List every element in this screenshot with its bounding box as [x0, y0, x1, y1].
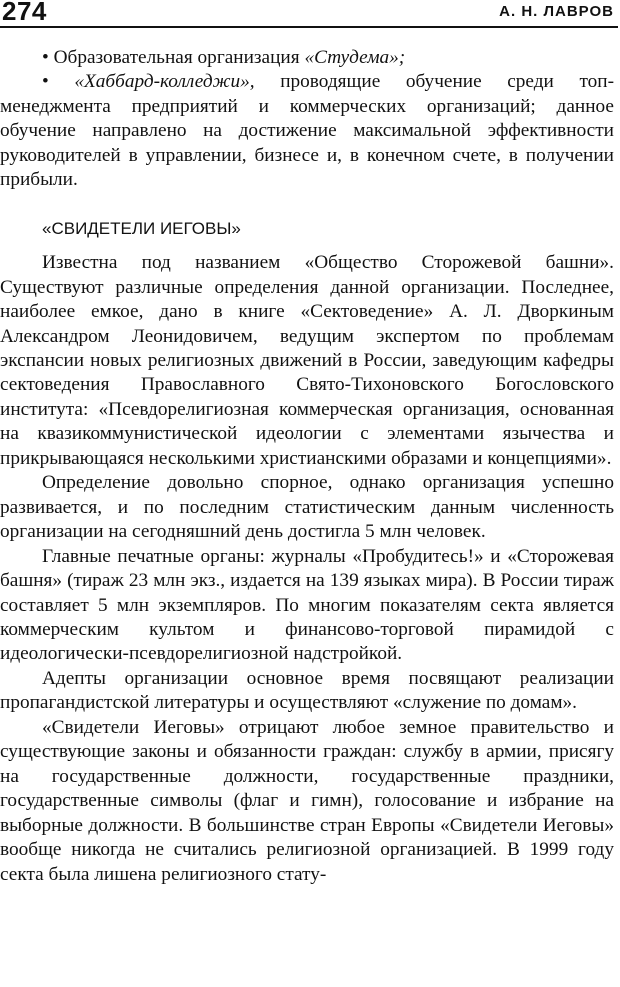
- list-item-text: проводящие обучение среди топ-менеджмента предприятий и коммерческих организаций; данное обучение направлено на достижение максимальной эффективности руководителей в управлении, бизнесе и, в конечном счете, в получении прибыли.: [0, 71, 614, 191]
- bullet-marker: •: [42, 47, 49, 68]
- page-header: [0, 0, 618, 28]
- section-spacer: [0, 193, 614, 217]
- list-item: [0, 46, 614, 70]
- page-number: 274: [2, 0, 47, 26]
- paragraph: Известна под названием «Общество Сторожевой башни». Существуют различные определения данной организации. Последнее, наиболее емкое, дано в книге «Сектоведение» А. Л. Дворкиным Александром Леонидовичем, ведущим экспертом по проблемам экспансии новых религиозных движений в России, заведующим кафедры сектоведения Православного Свято-Тихоновского Богословского института: «Псевдорелигиозная коммерческая организация, основанная на квазикоммунистической идеологии с элементами язычества и прикрывающаяся несколькими христианскими образами и концепциями».: [0, 252, 614, 469]
- list-item-text: Образовательная организация: [53, 47, 305, 68]
- paragraph: Адепты организации основное время посвящают реализации пропагандистской литературы и осуществляют «служение по домам».: [0, 667, 614, 714]
- section-spacer: [0, 241, 614, 251]
- bullet-marker: •: [42, 71, 49, 93]
- section-heading: «СВИДЕТЕЛИ ИЕГОВЫ»: [42, 218, 241, 238]
- running-head-author: А. Н. ЛАВРОВ: [499, 3, 614, 20]
- paragraph: Главные печатные органы: журналы «Пробудитесь!» и «Сторожевая башня» (тираж 23 млн экз., издается на 139 языках мира). В России тираж составляет 5 млн экземпляров. По многим показателям секта является коммерческим культом и финансово-торговой пирамидой с идеологически-псевдорелигиозной надстройкой.: [0, 545, 614, 665]
- list-item-italic-text: «Студема»;: [304, 47, 406, 68]
- paragraph: Определение довольно спорное, однако организация успешно развивается, и по последним статистическим данным численность организации на сегодняшний день достигла 5 млн человек.: [0, 472, 614, 543]
- list-item-italic-text: «Хаббард-колледжи»,: [74, 71, 255, 93]
- paragraph: «Свидетели Иеговы» отрицают любое земное правительство и существующие законы и обязанности граждан: службу в армии, присягу на государственные должности, государственные праздники, государственные символы (флаг и гимн), голосование и избрание на выборные должности. В большинстве стран Европы «Свидетели Иеговы» вообще никогда не считались религиозной организацией. В 1999 году секта была лишена религиозного стату-: [0, 716, 614, 885]
- list-item: [0, 70, 614, 192]
- page-body: [0, 46, 614, 887]
